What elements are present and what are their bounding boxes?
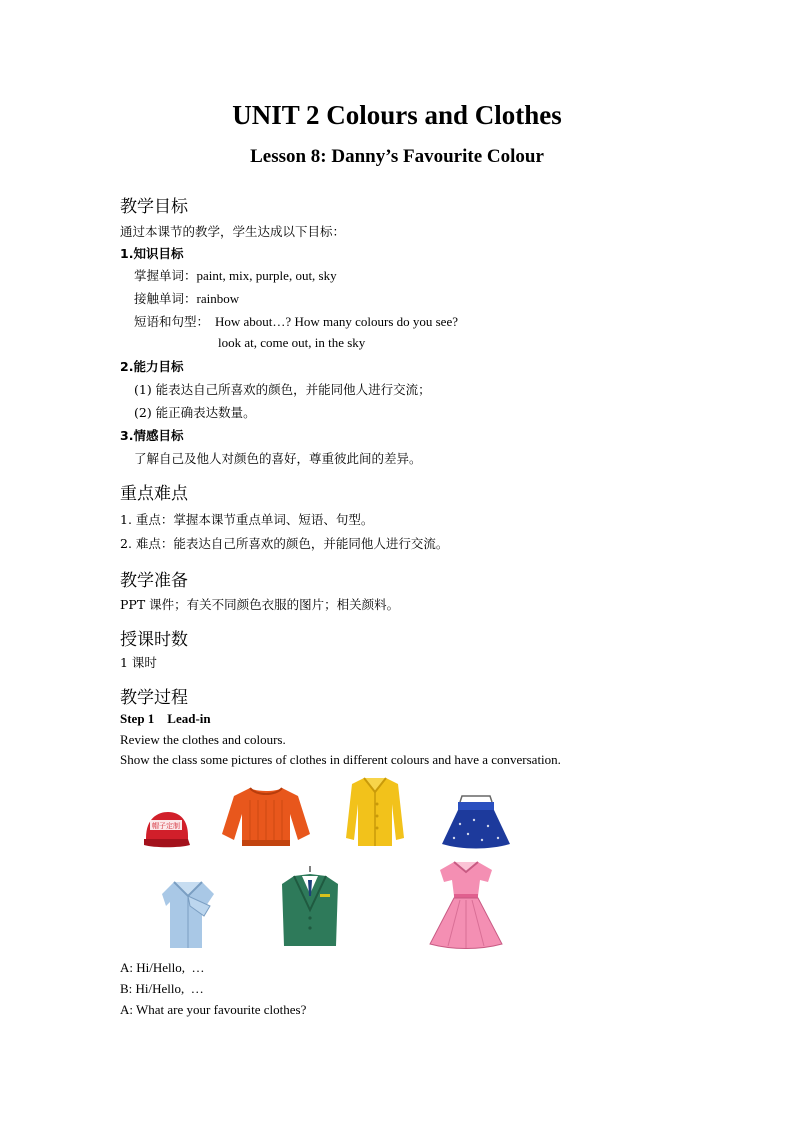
contact-words: rainbow <box>196 291 240 306</box>
contact-words-line <box>134 289 239 308</box>
key-point-2: 2. 难点：能表达自己所喜欢的颜色，并能同他人进行交流。 <box>120 536 449 551</box>
objectives-heading: 教学目标 <box>120 197 188 217</box>
contact-label: 接触单词： <box>134 291 197 306</box>
ability-heading: 2.能力目标 <box>120 359 184 374</box>
pink-dress-image <box>428 856 504 950</box>
dialog-line-1: A: Hi/Hello, … <box>120 960 205 975</box>
orange-sweater-image <box>220 784 312 848</box>
red-cap-image <box>140 808 192 852</box>
mastery-label: 掌握单词： <box>134 268 197 283</box>
preparation-text: PPT 课件；有关不同颜色衣服的图片；相关颜料。 <box>120 597 400 612</box>
preparation-heading: 教学准备 <box>120 571 188 591</box>
process-line-1: Review the clothes and colours. <box>120 732 286 747</box>
mastery-words: paint, mix, purple, out, sky <box>196 268 337 283</box>
page-title: UNIT 2 Colours and Clothes <box>232 100 562 130</box>
ability-item-2: (2) 能正确表达数量。 <box>134 405 256 420</box>
mastery-words-line <box>134 266 337 285</box>
process-heading: 教学过程 <box>120 688 188 708</box>
emotion-heading: 3.情感目标 <box>120 428 184 443</box>
light-blue-shirt-image <box>160 876 216 950</box>
ability-item-1: (1) 能表达自己所喜欢的颜色，并能同他人进行交流； <box>134 382 431 397</box>
lesson-subtitle: Lesson 8: Danny’s Favourite Colour <box>250 146 544 167</box>
key-points-heading: 重点难点 <box>120 484 188 504</box>
blue-skirt-image <box>440 794 512 850</box>
knowledge-heading: 1.知识目标 <box>120 246 184 261</box>
dialog-line-2: B: Hi/Hello, … <box>120 981 204 996</box>
phrases-line1: How about…? How many colours do you see? <box>215 314 458 329</box>
dialog-line-3: A: What are your favourite clothes? <box>120 1002 307 1017</box>
hours-text: 1 课时 <box>120 655 157 670</box>
yellow-jacket-image <box>344 774 406 848</box>
cap-text: 帽子定制 <box>152 822 180 830</box>
emotion-text: 了解自己及他人对颜色的喜好，尊重彼此间的差异。 <box>134 451 422 466</box>
key-point-1: 1. 重点：掌握本课节重点单词、短语、句型。 <box>120 512 374 527</box>
objectives-intro: 通过本课节的教学，学生达成以下目标： <box>120 224 346 239</box>
phrases-line2: look at, come out, in the sky <box>218 335 366 350</box>
phrases-line <box>134 312 458 331</box>
phrases-label: 短语和句型： <box>134 314 210 329</box>
process-line-2: Show the class some pictures of clothes in different colours and have a conversation. <box>120 752 561 767</box>
step1-title: Step 1 Lead-in <box>120 711 211 726</box>
green-suit-image <box>280 866 340 950</box>
hours-heading: 授课时数 <box>120 630 188 650</box>
